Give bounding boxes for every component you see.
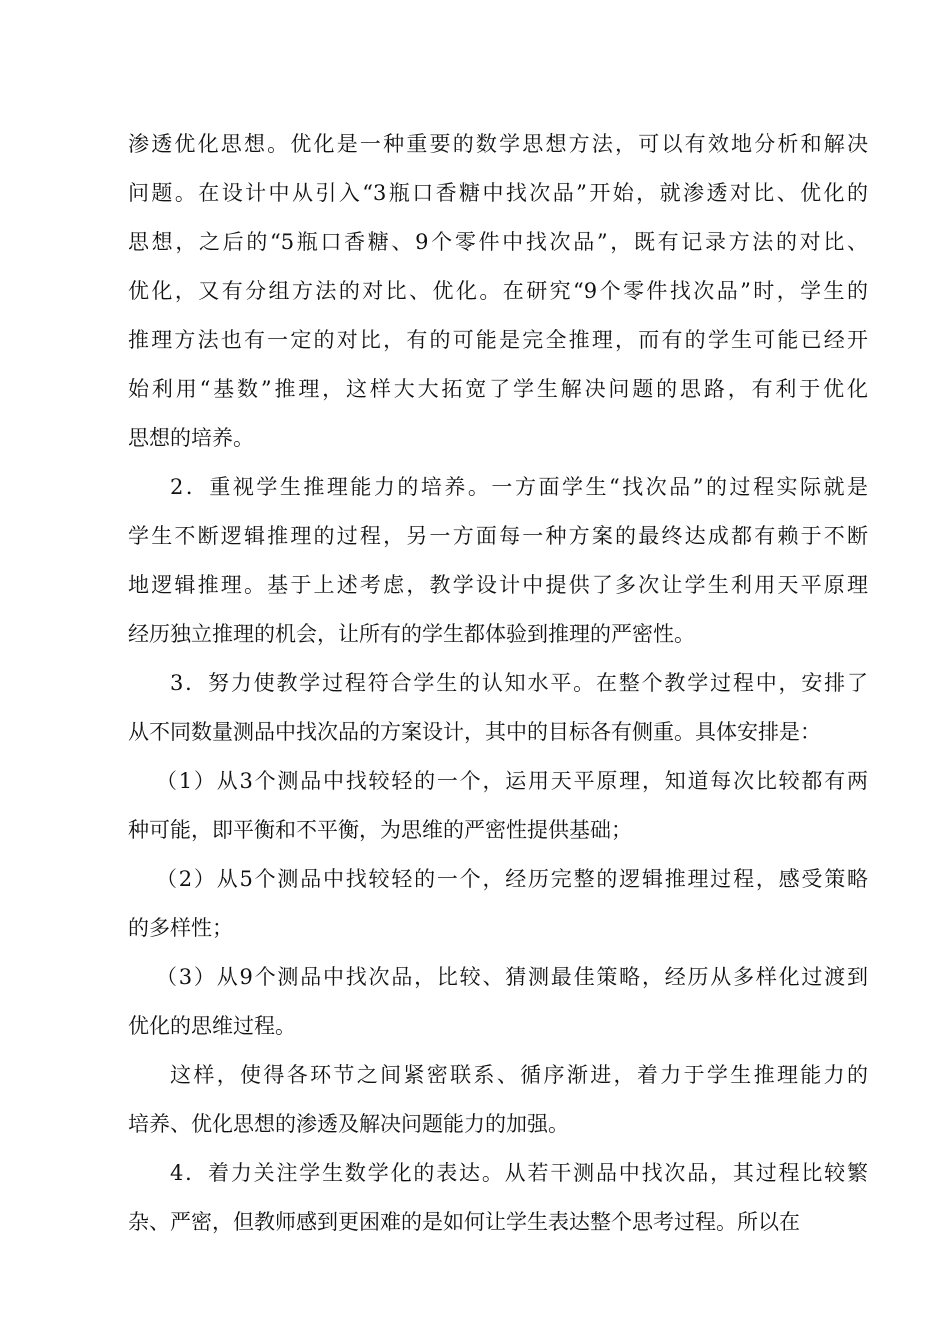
text-line: 渗透优化思想。优化是一种重要的数学思想方法，可以有效地分析和解决 (128, 132, 868, 156)
text-line: 的多样性； (128, 916, 233, 940)
text-line: 始利用“基数”推理，这样大大拓宽了学生解决问题的思路，有利于优化 (128, 377, 868, 401)
text-line: 经历独立推理的机会，让所有的学生都体验到推理的严密性。 (128, 622, 695, 646)
para-item-3 (128, 953, 868, 1051)
text-line: 3．努力使教学过程符合学生的认知水平。在整个教学过程中，安排了 (170, 671, 868, 695)
text-line: 地逻辑推理。基于上述考虑，教学设计中提供了多次让学生利用天平原理 (128, 573, 868, 597)
text-line: 问题。在设计中从引入“3瓶口香糖中找次品”开始，就渗透对比、优化的 (128, 181, 868, 205)
text-line: 4．着力关注学生数学化的表达。从若干测品中找次品，其过程比较繁 (170, 1161, 868, 1185)
text-line: 2．重视学生推理能力的培养。一方面学生“找次品”的过程实际就是 (170, 475, 868, 499)
text-line: 杂、严密，但教师感到更困难的是如何让学生表达整个思考过程。所以在 (128, 1210, 800, 1234)
text-line: （3）从9个测品中找次品，比较、猜测最佳策略，经历从多样化过渡到 (156, 965, 868, 989)
text-line: （2）从5个测品中找较轻的一个，经历完整的逻辑推理过程，感受策略 (156, 867, 868, 891)
text-line: 推理方法也有一定的对比，有的可能是完全推理，而有的学生可能已经开 (128, 328, 868, 352)
text-line: 学生不断逻辑推理的过程，另一方面每一种方案的最终达成都有赖于不断 (128, 524, 868, 548)
text-line: 从不同数量测品中找次品的方案设计，其中的目标各有侧重。具体安排是： (128, 720, 821, 744)
para-point-4 (128, 1149, 868, 1247)
para-point-3 (128, 659, 868, 757)
text-line: 思想的培养。 (128, 426, 254, 450)
para-optimization-thinking (128, 120, 868, 463)
para-item-1 (128, 757, 868, 855)
para-item-2 (128, 855, 868, 953)
text-line: （1）从3个测品中找较轻的一个，运用天平原理，知道每次比较都有两 (156, 769, 868, 793)
text-line: 优化的思维过程。 (128, 1014, 296, 1038)
text-line: 优化，又有分组方法的对比、优化。在研究“9个零件找次品”时，学生的 (128, 279, 868, 303)
text-line: 思想，之后的“5瓶口香糖、9个零件中找次品”，既有记录方法的对比、 (128, 230, 868, 254)
para-point-2 (128, 463, 868, 659)
body-text (128, 120, 868, 1247)
text-line: 这样，使得各环节之间紧密联系、循序渐进，着力于学生推理能力的 (170, 1063, 868, 1087)
text-line: 培养、优化思想的渗透及解决问题能力的加强。 (128, 1112, 569, 1136)
text-line: 种可能，即平衡和不平衡，为思维的严密性提供基础； (128, 818, 632, 842)
para-summary (128, 1051, 868, 1149)
